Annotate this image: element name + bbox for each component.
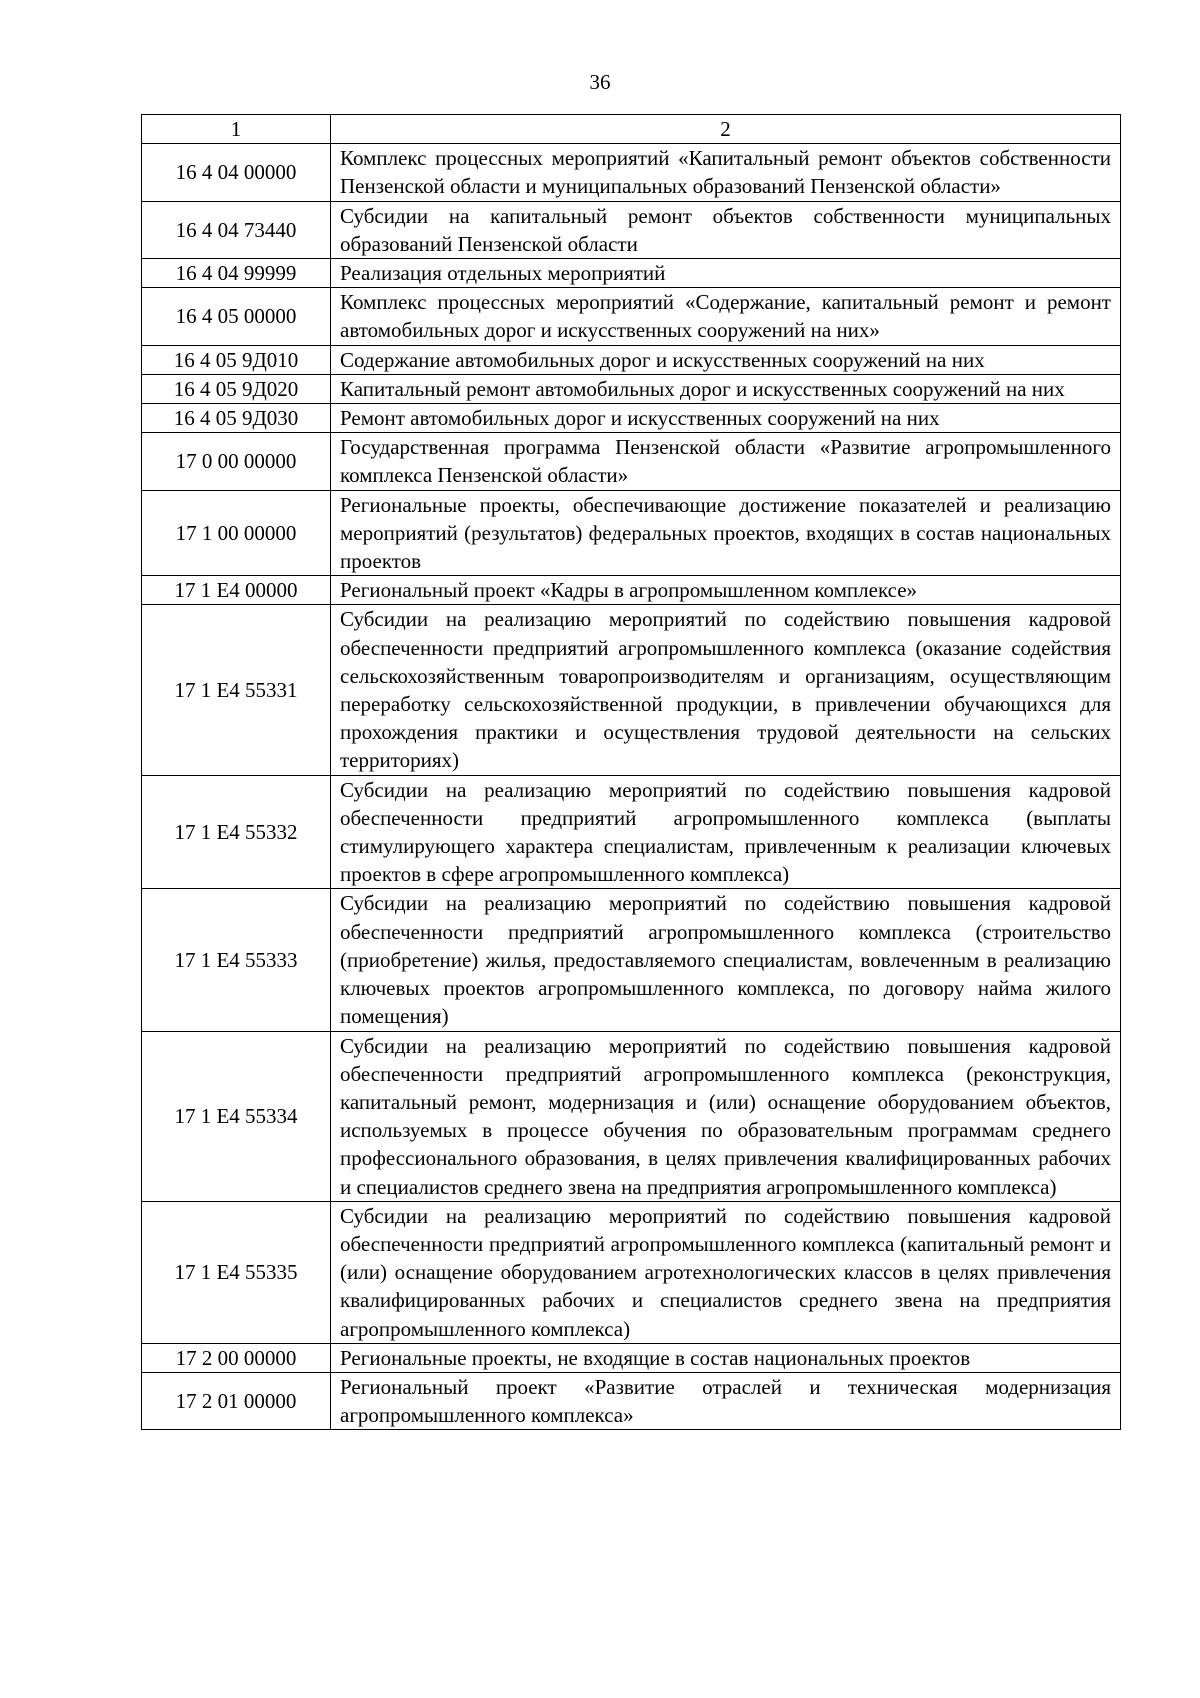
classification-code: 16 4 05 9Д020 [142, 374, 331, 403]
item-description: Региональные проекты, обеспечивающие достижение показателей и реализацию мероприятий (результатов) федеральных проектов, входящих в состав национальных проектов [331, 490, 1121, 576]
table-row [142, 1343, 1121, 1372]
table-row [142, 490, 1121, 576]
classification-code: 16 4 05 9Д030 [142, 404, 331, 433]
classification-code: 17 0 00 00000 [142, 433, 331, 490]
table-row [142, 345, 1121, 374]
column-header-2: 2 [331, 115, 1121, 144]
table-row [142, 144, 1121, 201]
table-row [142, 1031, 1121, 1201]
classification-code: 17 1 00 00000 [142, 490, 331, 576]
classification-code: 16 4 04 00000 [142, 144, 331, 201]
classification-code: 17 2 01 00000 [142, 1372, 331, 1429]
table-row [142, 201, 1121, 258]
item-description: Субсидии на капитальный ремонт объектов собственности муниципальных образований Пензенской области [331, 201, 1121, 258]
item-description: Субсидии на реализацию мероприятий по содействию повышения кадровой обеспеченности предприятий агропромышленного комплекса (выплаты стимулирующего характера специалистам, привлеченным к реализации ключевых проектов в сфере агропромышленного комплекса) [331, 775, 1121, 889]
item-description: Комплекс процессных мероприятий «Содержание, капитальный ремонт и ремонт автомобильных дорог и искусственных сооружений на них» [331, 288, 1121, 345]
table-row [142, 374, 1121, 403]
table-row [142, 433, 1121, 490]
item-description: Региональный проект «Развитие отраслей и техническая модернизация агропромышленного комплекса» [331, 1372, 1121, 1429]
table-row [142, 605, 1121, 775]
page-number: 36 [589, 70, 611, 94]
table-row [142, 288, 1121, 345]
classification-code: 17 1 Е4 55333 [142, 889, 331, 1031]
classification-code: 16 4 05 9Д010 [142, 345, 331, 374]
item-description: Региональный проект «Кадры в агропромышленном комплексе» [331, 576, 1121, 605]
item-description: Государственная программа Пензенской области «Развитие агропромышленного комплекса Пензенской области» [331, 433, 1121, 490]
table-row [142, 1201, 1121, 1343]
table-row [142, 889, 1121, 1031]
table-row [142, 259, 1121, 288]
table-row [142, 1372, 1121, 1429]
classification-code: 17 1 Е4 55332 [142, 775, 331, 889]
table-row [142, 404, 1121, 433]
classification-code: 17 2 00 00000 [142, 1343, 331, 1372]
item-description: Содержание автомобильных дорог и искусственных сооружений на них [331, 345, 1121, 374]
item-description: Субсидии на реализацию мероприятий по содействию повышения кадровой обеспеченности предприятий агропромышленного комплекса (капитальный ремонт и (или) оснащение оборудованием агротехнологических классов в целях привлечения квалифицированных рабочих и специалистов среднего звена на предприятия агропромышленного комплекса) [331, 1201, 1121, 1343]
classification-code: 17 1 Е4 55335 [142, 1201, 331, 1343]
classification-code: 16 4 04 99999 [142, 259, 331, 288]
item-description: Субсидии на реализацию мероприятий по содействию повышения кадровой обеспеченности предприятий агропромышленного комплекса (реконструкция, капитальный ремонт, модернизация и (или) оснащение оборудованием объектов, используемых в процессе обучения по образовательным программам среднего профессионального образования, в целях привлечения квалифицированных рабочих и специалистов среднего звена на предприятия агропромышленного комплекса) [331, 1031, 1121, 1201]
classification-code: 16 4 05 00000 [142, 288, 331, 345]
classification-code: 16 4 04 73440 [142, 201, 331, 258]
classification-code: 17 1 Е4 00000 [142, 576, 331, 605]
item-description: Капитальный ремонт автомобильных дорог и искусственных сооружений на них [331, 374, 1121, 403]
item-description: Ремонт автомобильных дорог и искусственных сооружений на них [331, 404, 1121, 433]
column-header-1: 1 [142, 115, 331, 144]
item-description: Комплекс процессных мероприятий «Капитальный ремонт объектов собственности Пензенской области и муниципальных образований Пензенской области» [331, 144, 1121, 201]
item-description: Реализация отдельных мероприятий [331, 259, 1121, 288]
budget-classification-table [141, 114, 1121, 1430]
classification-code: 17 1 Е4 55331 [142, 605, 331, 775]
table-body [142, 115, 1121, 1430]
item-description: Субсидии на реализацию мероприятий по содействию повышения кадровой обеспеченности предприятий агропромышленного комплекса (оказание содействия сельскохозяйственным товаропроизводителям и организациям, осуществляющим переработку сельскохозяйственной продукции, в привлечении обучающихся для прохождения практики и осуществления трудовой деятельности на сельских территориях) [331, 605, 1121, 775]
table-row [142, 576, 1121, 605]
item-description: Субсидии на реализацию мероприятий по содействию повышения кадровой обеспеченности предприятий агропромышленного комплекса (строительство (приобретение) жилья, предоставляемого специалистам, вовлеченным в реализацию ключевых проектов агропромышленного комплекса, по договору найма жилого помещения) [331, 889, 1121, 1031]
classification-code: 17 1 Е4 55334 [142, 1031, 331, 1201]
table-row [142, 775, 1121, 889]
item-description: Региональные проекты, не входящие в состав национальных проектов [331, 1343, 1121, 1372]
table-header-row [142, 115, 1121, 144]
